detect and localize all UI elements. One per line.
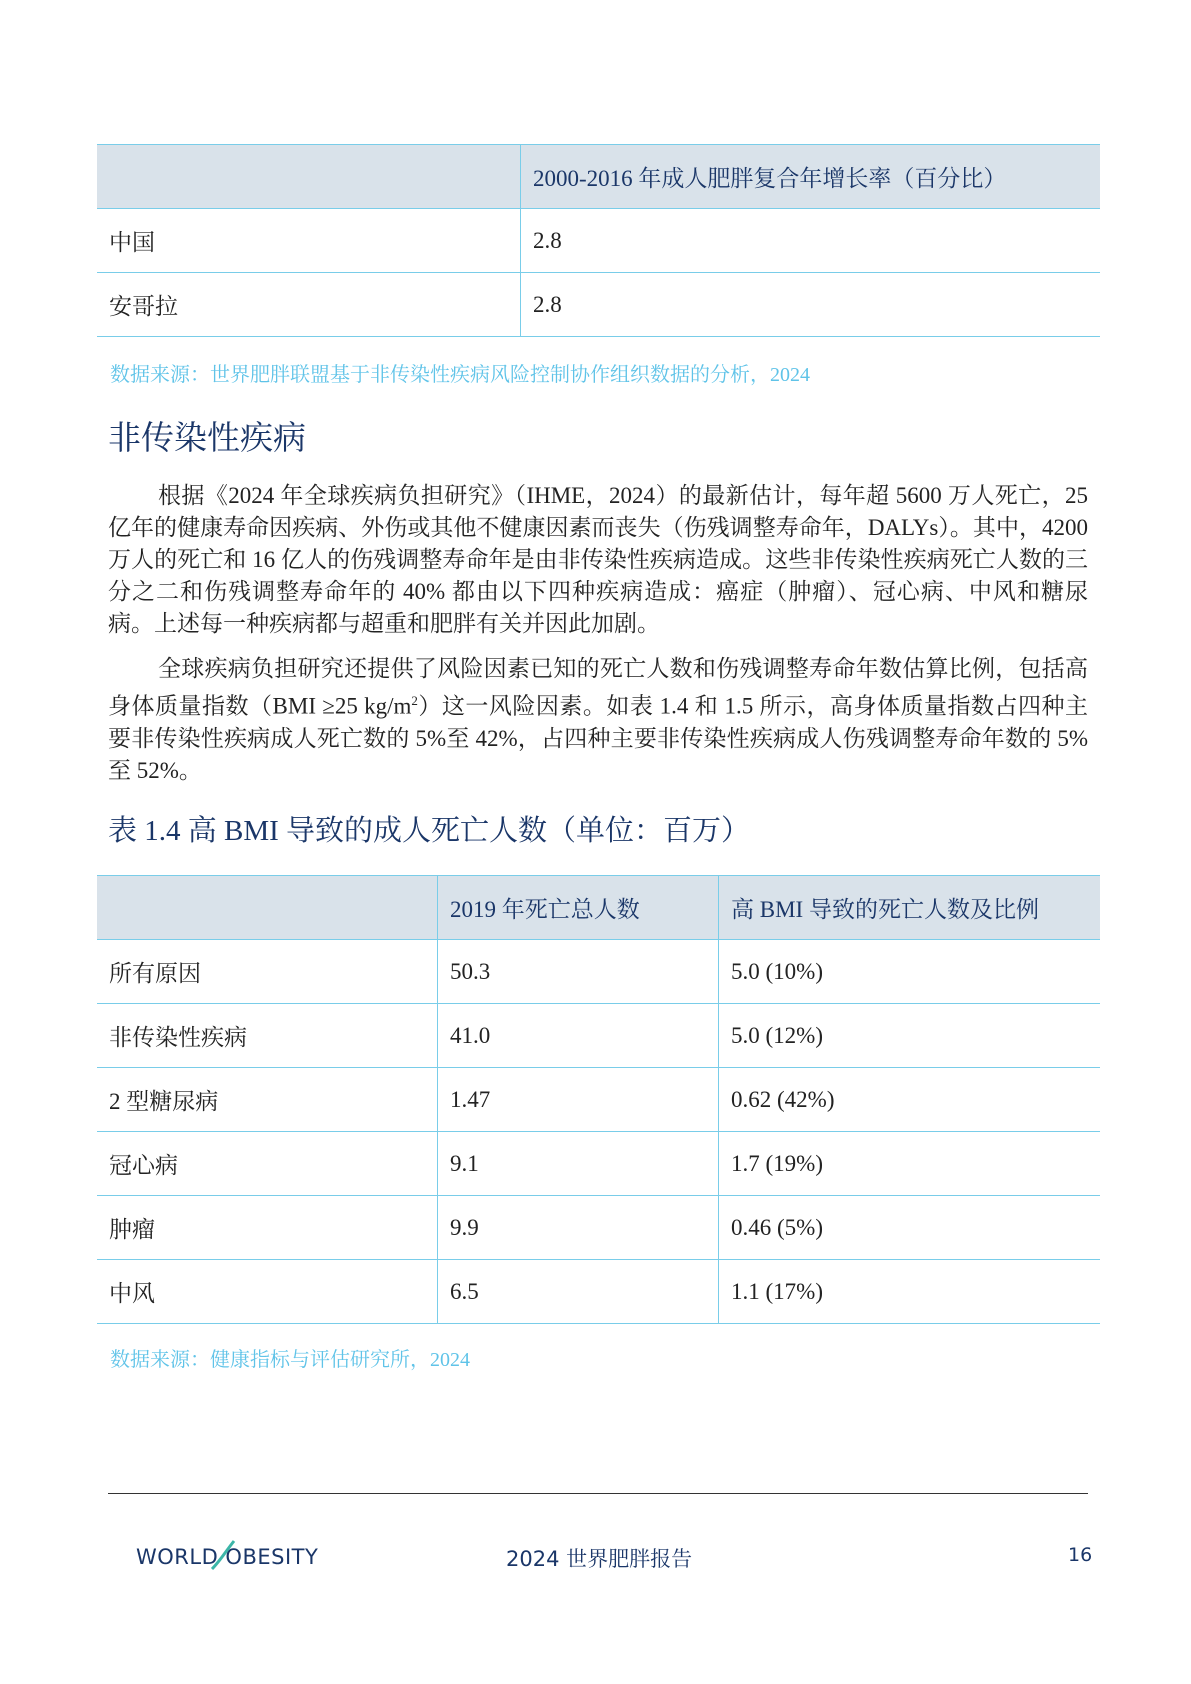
table-cell: 非传染性疾病 [97, 1004, 438, 1068]
table-cell: 安哥拉 [97, 273, 521, 337]
growth-rate-table [97, 144, 1100, 337]
table-cell: 0.46 (5%) [719, 1196, 1101, 1260]
table-cell: 肿瘤 [97, 1196, 438, 1260]
world-obesity-logo: WORLD OBESITY [136, 1545, 319, 1569]
table-header-cell [97, 145, 521, 209]
table-cell: 9.9 [438, 1196, 719, 1260]
table-cell: 中风 [97, 1260, 438, 1324]
table-header-row [97, 876, 1100, 940]
table-cell: 2.8 [521, 209, 1101, 273]
table-cell: 1.7 (19%) [719, 1132, 1101, 1196]
table-cell: 2.8 [521, 273, 1101, 337]
table-row [97, 209, 1100, 273]
table-cell: 5.0 (10%) [719, 940, 1101, 1004]
table-header-cell: 2019 年死亡总人数 [438, 876, 719, 940]
table-cell: 2 型糖尿病 [97, 1068, 438, 1132]
superscript: 2 [411, 693, 418, 708]
table-row [97, 1196, 1100, 1260]
table-header-cell: 2000-2016 年成人肥胖复合年增长率（百分比） [521, 145, 1101, 209]
table-cell: 41.0 [438, 1004, 719, 1068]
table-cell: 0.62 (42%) [719, 1068, 1101, 1132]
section-heading: 非传染性疾病 [108, 421, 306, 457]
table-row [97, 940, 1100, 1004]
table-cell: 冠心病 [97, 1132, 438, 1196]
body-paragraph: 根据《2024 年全球疾病负担研究》（IHME，2024）的最新估计，每年超 5600 万人死亡，25 亿年的健康寿命因疾病、外伤或其他不健康因素而丧失（伤残调整寿命年，DALYs）。其中，4200 万人的死亡和 16 亿人的伤残调整寿命年是由非传染性疾病造成。这些非传染性疾病死亡人数的三分之二和伤残调整寿命年的 40% 都由以下四种疾病造成：癌症（肿瘤）、冠心病、中风和糖尿病。上述每一种疾病都与超重和肥胖有关并因此加剧。 [108, 483, 1088, 636]
body-paragraph [108, 653, 1088, 787]
page-number: 16 [1068, 1544, 1093, 1566]
table-cell: 所有原因 [97, 940, 438, 1004]
table2-source: 数据来源：健康指标与评估研究所，2024 [110, 1349, 470, 1371]
table-row [97, 273, 1100, 337]
bmi-deaths-table [97, 875, 1100, 1324]
table-cell: 5.0 (12%) [719, 1004, 1101, 1068]
table1-source: 数据来源：世界肥胖联盟基于非传染性疾病风险控制协作组织数据的分析，2024 [110, 364, 810, 386]
paragraph-text: ）这一风险因素。如表 1.4 和 1.5 所示，高身体质量指数占四种主要非传染性疾病成人死亡数的 5%至 42%，占四种主要非传染性疾病成人伤残调整寿命年数的 5%至 52%。 [108, 693, 1088, 783]
table-header-row [97, 145, 1100, 209]
footer-divider [108, 1493, 1088, 1494]
report-title: 2024 世界肥胖报告 [506, 1547, 693, 1571]
table-header-cell: 高 BMI 导致的死亡人数及比例 [719, 876, 1101, 940]
table-cell: 9.1 [438, 1132, 719, 1196]
table-cell: 中国 [97, 209, 521, 273]
table-row [97, 1068, 1100, 1132]
table-cell: 50.3 [438, 940, 719, 1004]
table-header-cell [97, 876, 438, 940]
table-row [97, 1260, 1100, 1324]
logo-swoosh-icon [208, 1537, 238, 1573]
table-caption: 表 1.4 高 BMI 导致的成人死亡人数（单位：百万） [108, 815, 751, 847]
table-cell: 1.1 (17%) [719, 1260, 1101, 1324]
paragraph-text: 全球疾病负担研究还提供了风险因素已知的死亡人数和伤残调整寿命年数估算比例，包括高身体质量指数（BMI ≥25 kg/m [108, 656, 1088, 719]
table-cell: 6.5 [438, 1260, 719, 1324]
table-cell: 1.47 [438, 1068, 719, 1132]
table-row [97, 1132, 1100, 1196]
table-row [97, 1004, 1100, 1068]
